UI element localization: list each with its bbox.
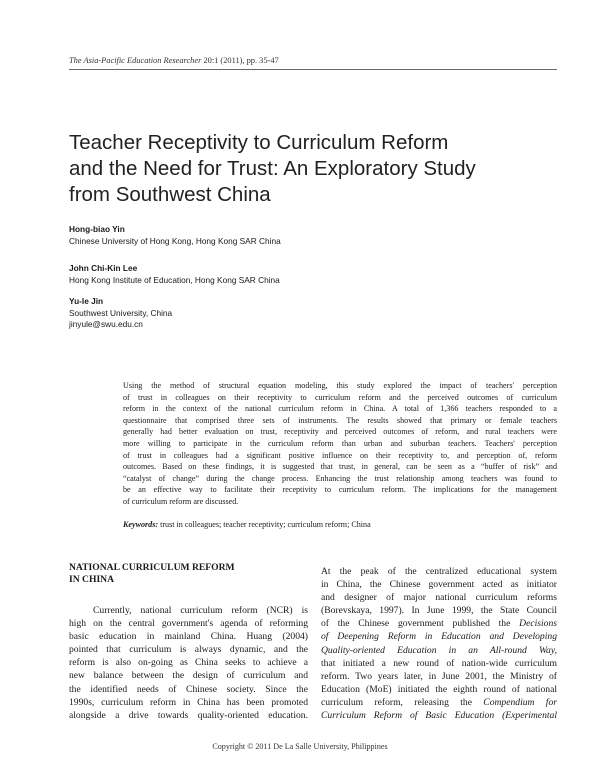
journal-name: The Asia-Pacific Education Researcher [69, 56, 202, 65]
compendium-title: Curriculum Reform of Basic Education (Experimental [321, 710, 557, 722]
right-column-text [321, 565, 557, 722]
author-affiliation: Southwest University, China [69, 307, 173, 318]
abstract-line: outcomes. Based on these findings, it is suggested that trust, in general, can be seen as a “buffer of risk” and [123, 462, 557, 472]
author-affiliation: Hong Kong Institute of Education, Hong Kong SAR China [69, 274, 280, 285]
abstract-line: questionnaire that comprised three sets of instruments. The results showed that primary or female teachers [123, 415, 557, 425]
body-line: At the peak of the centralized educational system [321, 566, 557, 577]
abstract-line: Using the method of structural equation modeling, this study explored the impact of teachers' perception [123, 381, 557, 390]
body-line [321, 696, 557, 709]
abstract-line: “catalyst of change” during the change process. Enhancing the trust relationship among teachers was found to [123, 473, 557, 483]
author-3 [69, 296, 172, 331]
body-line: basic education in mainland China. Huang (2004) [69, 631, 308, 643]
section-heading-line: IN CHINA [69, 574, 115, 585]
author-email: jinyule@swu.edu.cn [69, 319, 143, 329]
abstract [123, 380, 557, 508]
abstract-line: of trust in colleagues had a significant positive influence on their receptivity to, and perception of, reform [123, 450, 557, 460]
keywords [123, 520, 557, 529]
body-line: Currently, national curriculum reform (NCR) is [93, 605, 308, 616]
body-line: pointed that curriculum is always dynamic, and the [69, 644, 308, 656]
title-line: from Southwest China [69, 183, 271, 206]
body-text: curriculum reform, releasing the [321, 696, 484, 708]
decision-title: Quality-oriented Education in an All-round Way, [321, 644, 557, 656]
body-line [321, 630, 557, 643]
body-line: reform. Two years later, in June 2001, the Ministry of [321, 670, 557, 682]
author-affiliation: Chinese University of Hong Kong, Hong Kong SAR China [69, 235, 281, 246]
abstract-line: more willing to participate in the curriculum reform than urban and suburban teachers. Teachers' perception [123, 438, 557, 448]
abstract-line: be an effective way to facilitate their receptivity to curriculum reform. The implications for the management [123, 485, 557, 495]
section-heading [69, 562, 235, 586]
compendium-title: Compendium for [483, 696, 557, 708]
body-line [321, 617, 557, 630]
body-line: 1990s, curriculum reform in China has been promoted [69, 696, 308, 708]
author-name: John Chi-Kin Lee [69, 263, 138, 273]
abstract-line: generally had better evaluation on trust, receptivity and perceived outcomes of reform, and rural teachers were [123, 427, 557, 437]
section-heading-line: NATIONAL CURRICULUM REFORM [69, 562, 235, 573]
title-line: Teacher Receptivity to Curriculum Reform [69, 131, 449, 154]
volume-pages: 20:1 (2011), pp. 35-47 [201, 56, 279, 65]
author-1 [69, 224, 281, 247]
abstract-line: of curriculum reform are discussed. [123, 496, 239, 506]
body-line: that initiated a new round of nation-wide curriculum [321, 657, 557, 669]
header-rule [69, 69, 557, 70]
author-name: Yu-le Jin [69, 296, 104, 306]
abstract-line: reform in the context of the national curriculum reform in China. A total of 1,366 teachers responded to a [123, 404, 557, 414]
body-line [321, 644, 557, 657]
body-line: high on the central government's agenda of reforming [69, 618, 308, 630]
decision-title: Decisions [519, 618, 557, 630]
journal-citation [69, 56, 279, 65]
keywords-text: trust in colleagues; teacher receptivity; curriculum reform; China [158, 520, 371, 529]
title-line: and the Need for Trust: An Exploratory Study [69, 157, 476, 180]
body-line: new balance between the design of curriculum and [69, 670, 308, 682]
author-2 [69, 263, 280, 286]
body-line [321, 709, 557, 722]
abstract-line: of trust in colleagues on their receptivity to curriculum reform and the perceived outcomes of curriculum [123, 392, 557, 402]
keywords-label: Keywords: [123, 520, 159, 529]
body-line: in China, the Chinese government acted as initiator [321, 579, 557, 591]
body-line: the identified needs of Chinese society. Since the [69, 683, 308, 695]
body-line: (Borevskaya, 1997). In June 1999, the State Council [321, 605, 557, 617]
body-text: of the Chinese government published the [321, 618, 520, 630]
body-line: reform is also on-going as China seeks to achieve a [69, 657, 308, 669]
body-line: and designer of major national curriculum reforms [321, 592, 557, 604]
body-line: Education (MoE) initiated the eighth round of national [321, 683, 557, 695]
copyright-footer: Copyright © 2011 De La Salle University, Philippines [212, 742, 388, 751]
decision-title: of Deepening Reform in Education and Developing [321, 631, 557, 643]
left-column-text [69, 604, 308, 722]
article-title [69, 130, 539, 208]
body-line: alongside a drive towards quality-oriented education. [69, 709, 308, 721]
author-name: Hong-biao Yin [69, 224, 125, 234]
